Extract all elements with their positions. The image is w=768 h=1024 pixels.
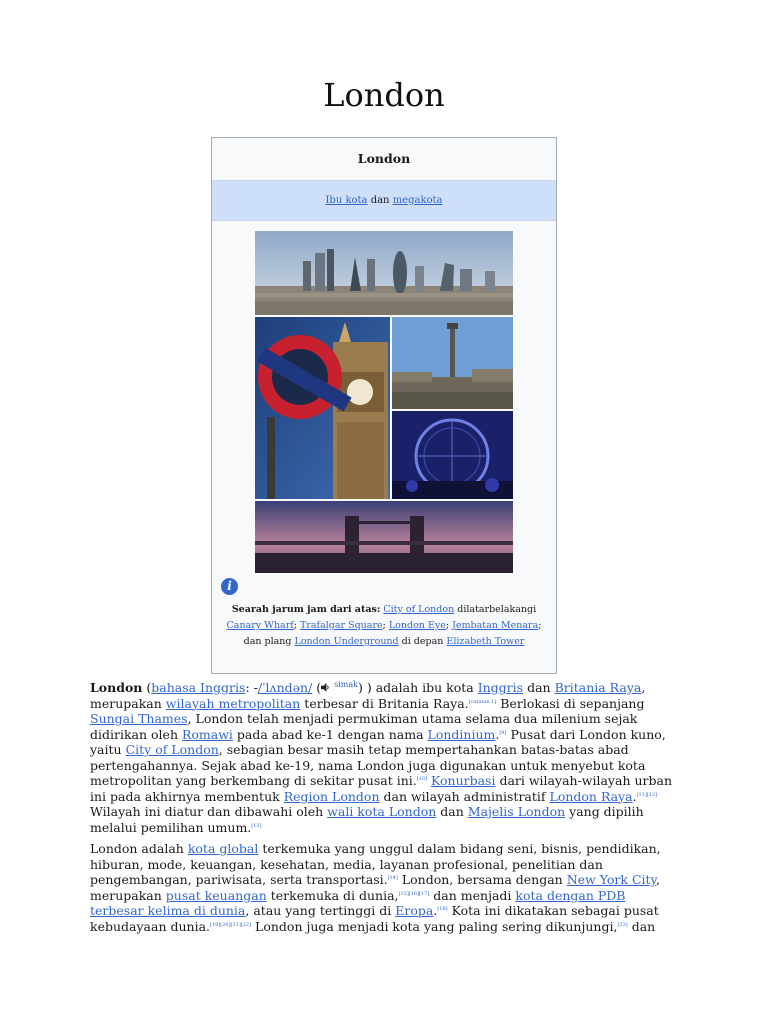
link-new-york-city[interactable]: New York City [566, 872, 656, 887]
link-trafalgar-square[interactable]: Trafalgar Square [300, 620, 383, 631]
citation[interactable]: [18] [437, 905, 448, 912]
text: terkemuka yang unggul dalam bidang seni, bisnis, pendidikan, hiburan, mode, keuangan, kesehatan, media, layanan profesional, penelitian dan pengembangan, pariwisata, serta transportasi. [90, 841, 661, 887]
caption-text: di depan [401, 636, 444, 647]
lead-term: London [90, 680, 143, 695]
link-wali-kota-london[interactable]: wali kota London [327, 804, 437, 819]
link-romawi[interactable]: Romawi [181, 726, 233, 742]
photo-jembatan-menara[interactable] [255, 501, 513, 573]
text: terkemuka di dunia, [270, 887, 399, 903]
caption-text: dan plang [243, 636, 292, 647]
citation[interactable]: [13] [251, 822, 262, 829]
citation[interactable]: [15][16][17] [398, 890, 430, 897]
link-sungai-thames[interactable]: Sungai Thames [90, 711, 188, 726]
citation[interactable]: [23] [617, 921, 628, 928]
text: dan [527, 680, 551, 695]
text: Pusat dari London kuno, yaitu [90, 726, 666, 757]
text: London adalah [90, 841, 184, 856]
article-body [90, 680, 680, 940]
link-jembatan-menara[interactable]: Jembatan Menara [452, 620, 539, 631]
link-ipa[interactable]: /ˈlʌndən/ [257, 680, 313, 695]
link-londinium[interactable]: Londinium [427, 726, 496, 742]
link-bahasa-inggris[interactable]: bahasa Inggris [151, 680, 246, 695]
text: Kota ini dikatakan sebagai pusat kebudayaan dunia. [90, 903, 659, 934]
text: terbesar di Britania Raya. [304, 695, 469, 711]
photo-city-skyline[interactable] [255, 231, 513, 315]
link-london-eye[interactable]: London Eye [388, 620, 446, 631]
link-inggris[interactable]: Inggris [477, 680, 524, 695]
info-icon[interactable]: i [221, 578, 238, 595]
caption-label: Searah jarum jam dari atas: [231, 604, 381, 615]
link-kota-pdb[interactable]: kota dengan PDB terbesar kelima di dunia [90, 887, 626, 918]
text: , merupakan [90, 680, 646, 711]
link-wilayah-metropolitan[interactable]: wilayah metropolitan [165, 695, 301, 711]
link-pusat-keuangan[interactable]: pusat keuangan [165, 887, 267, 903]
link-london-raya[interactable]: London Raya [549, 788, 633, 804]
text: dan wilayah administratif [383, 788, 546, 804]
link-kota-global[interactable]: kota global [187, 841, 259, 856]
paragraph-1: London (bahasa Inggris: -/ˈlʌndən/ ( $^{simak}$) ) adalah ibu kota Inggris dan Britania Raya, merupakan wilayah metropolitan terbesar di Britania Raya.[catatan 1] Berlokasi di sepanjang Sungai Thames, London telah menjadi permukiman utama selama dua milenium sejak didirikan oleh Romawi pada abad ke-1 dengan nama Londinium.[9] Pusat dari London kuno, yaitu City of London, sebagian besar masih tetap mempertahankan batas-batas abad pertengahannya. Sejak abad ke-19, nama London juga digunakan untuk menyebut kota metropolitan yang berkembang di sekitar pusat ini.[10] Konurbasi dari wilayah-wilayah urban ini pada akhirnya membentuk Region London dan wilayah administratif London Raya.[11][12] Wilayah ini diatur dan dibawahi oleh wali kota London dan Majelis London yang dipilih melalui pemilihan umum.[13] [90, 679, 673, 835]
link-region-london[interactable]: Region London [283, 788, 380, 804]
text: London, bersama dengan [401, 872, 563, 887]
text: , sebagian besar masih tetap mempertahankan batas-batas abad pertengahannya. Sejak abad ke-19, nama London juga digunakan untuk menyebut kota metropolitan yang berkembang di sekitar pusat ini. [90, 742, 646, 788]
text: yang dipilih melalui pemilihan umum. [90, 804, 644, 835]
infobox-subtitle [212, 180, 556, 221]
link-ibu-kota[interactable]: Ibu kota [325, 195, 368, 206]
infobox-title: London [357, 151, 411, 166]
paragraph-2: London adalah kota global terkemuka yang unggul dalam bidang seni, bisnis, pendidikan, hiburan, mode, keuangan, kesehatan, media, layanan profesional, penelitian dan pengembangan, pariwisata, serta transportasi.[14] London, bersama dengan New York City, merupakan pusat keuangan terkemuka di dunia,[15][16][17] dan menjadi kota dengan PDB terbesar kelima di dunia, atau yang tertinggi di Eropa.[18] Kota ini dikatakan sebagai pusat kebudayaan dunia.[19][20][21][22] London juga menjadi kota yang paling sering dikunjungi,[23] dan [90, 841, 661, 934]
text: pada abad ke-1 dengan nama [236, 726, 424, 742]
link-city-of-london-body[interactable]: City of London [125, 742, 219, 757]
text: Berlokasi di sepanjang [500, 695, 645, 711]
photo-montage [255, 231, 513, 573]
photo-london-eye[interactable] [392, 411, 513, 499]
citation[interactable]: [9] [499, 729, 507, 736]
citation[interactable]: [catatan 1] [468, 698, 497, 705]
link-simak[interactable]: simak [334, 679, 358, 689]
citation[interactable]: [19][20][21][22] [210, 921, 252, 928]
text: , atau yang tertinggi di [245, 903, 392, 918]
text: Wilayah ini diatur dan dibawahi oleh [90, 804, 324, 819]
text: dan [440, 804, 464, 819]
link-city-of-london[interactable]: City of London [383, 604, 455, 615]
photo-trafalgar-square[interactable] [392, 317, 513, 409]
text: dan menjadi [433, 887, 512, 903]
citation[interactable]: [14] [387, 874, 398, 881]
text: London juga menjadi kota yang paling sering dikunjungi, [255, 918, 618, 934]
caption-text: dilatarbelakangi [457, 604, 537, 615]
text: dari wilayah-wilayah urban ini pada akhirnya membentuk [90, 773, 673, 804]
link-megakota[interactable]: megakota [392, 195, 443, 206]
link-canary-wharf[interactable]: Canary Wharf [226, 620, 294, 631]
speaker-icon[interactable] [321, 683, 330, 692]
page-title: London [323, 76, 445, 114]
citation[interactable]: [11][12] [636, 791, 658, 798]
link-elizabeth-tower[interactable]: Elizabeth Tower [446, 636, 525, 647]
infobox-caption: Searah jarum jam dari atas: City of London dilatarbelakangi Canary Wharf; Trafalgar Square; London Eye; Jembatan Menara; dan plang London Underground di depan Elizabeth Tower [226, 604, 542, 647]
infobox-subtitle-and: dan [370, 195, 390, 206]
link-majelis-london[interactable]: Majelis London [467, 804, 566, 819]
photo-underground-elizabeth-tower[interactable] [255, 317, 390, 499]
link-london-underground[interactable]: London Underground [294, 636, 399, 647]
link-konurbasi[interactable]: Konurbasi [430, 773, 496, 788]
text: , merupakan [90, 872, 660, 903]
link-eropa[interactable]: Eropa [395, 903, 434, 918]
text: dan [631, 918, 656, 934]
text: , London telah menjadi permukiman utama selama dua milenium sejak didirikan oleh [90, 711, 638, 742]
infobox [211, 137, 557, 674]
citation[interactable]: [10] [416, 775, 427, 782]
text: ) adalah ibu kota [366, 680, 474, 695]
link-britania-raya[interactable]: Britania Raya [554, 680, 642, 695]
